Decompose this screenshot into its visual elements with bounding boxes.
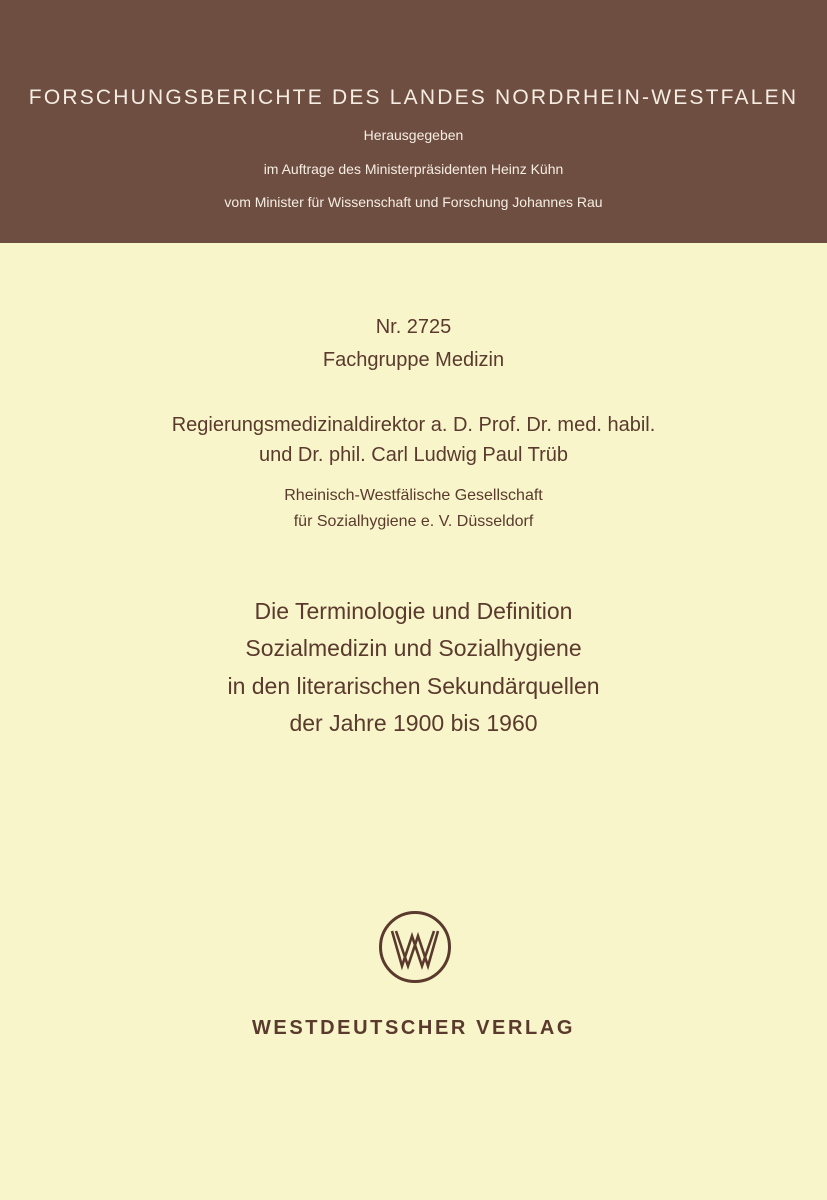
institution-line-1: Rheinisch-Westfälische Gesellschaft xyxy=(284,487,543,504)
series-header-band xyxy=(0,0,827,243)
book-title-line-1: Die Terminologie und Definition xyxy=(254,598,573,624)
editor-line-1: Herausgegeben xyxy=(363,127,464,143)
subject-group: Fachgruppe Medizin xyxy=(322,349,505,371)
report-number: Nr. 2725 xyxy=(375,316,452,338)
publisher-logo-icon xyxy=(378,910,452,984)
book-title-line-4: der Jahre 1900 bis 1960 xyxy=(289,710,538,736)
author-line-2: und Dr. phil. Carl Ludwig Paul Trüb xyxy=(258,444,569,466)
editor-line-3: vom Minister für Wissenschaft und Forschung Johannes Rau xyxy=(224,194,603,210)
book-title-line-3: in den literarischen Sekundärquellen xyxy=(227,673,600,699)
publisher-name: WESTDEUTSCHER VERLAG xyxy=(251,1017,576,1039)
book-title-line-2: Sozialmedizin und Sozialhygiene xyxy=(245,635,582,661)
author-line-1: Regierungsmedizinaldirektor a. D. Prof. Dr. med. habil. xyxy=(171,414,656,436)
series-title: FORSCHUNGSBERICHTE DES LANDES NORDRHEIN-WESTFALEN xyxy=(28,86,799,109)
editor-line-2: im Auftrage des Ministerpräsidenten Heinz Kühn xyxy=(263,161,564,177)
institution-line-2: für Sozialhygiene e. V. Düsseldorf xyxy=(293,513,534,530)
